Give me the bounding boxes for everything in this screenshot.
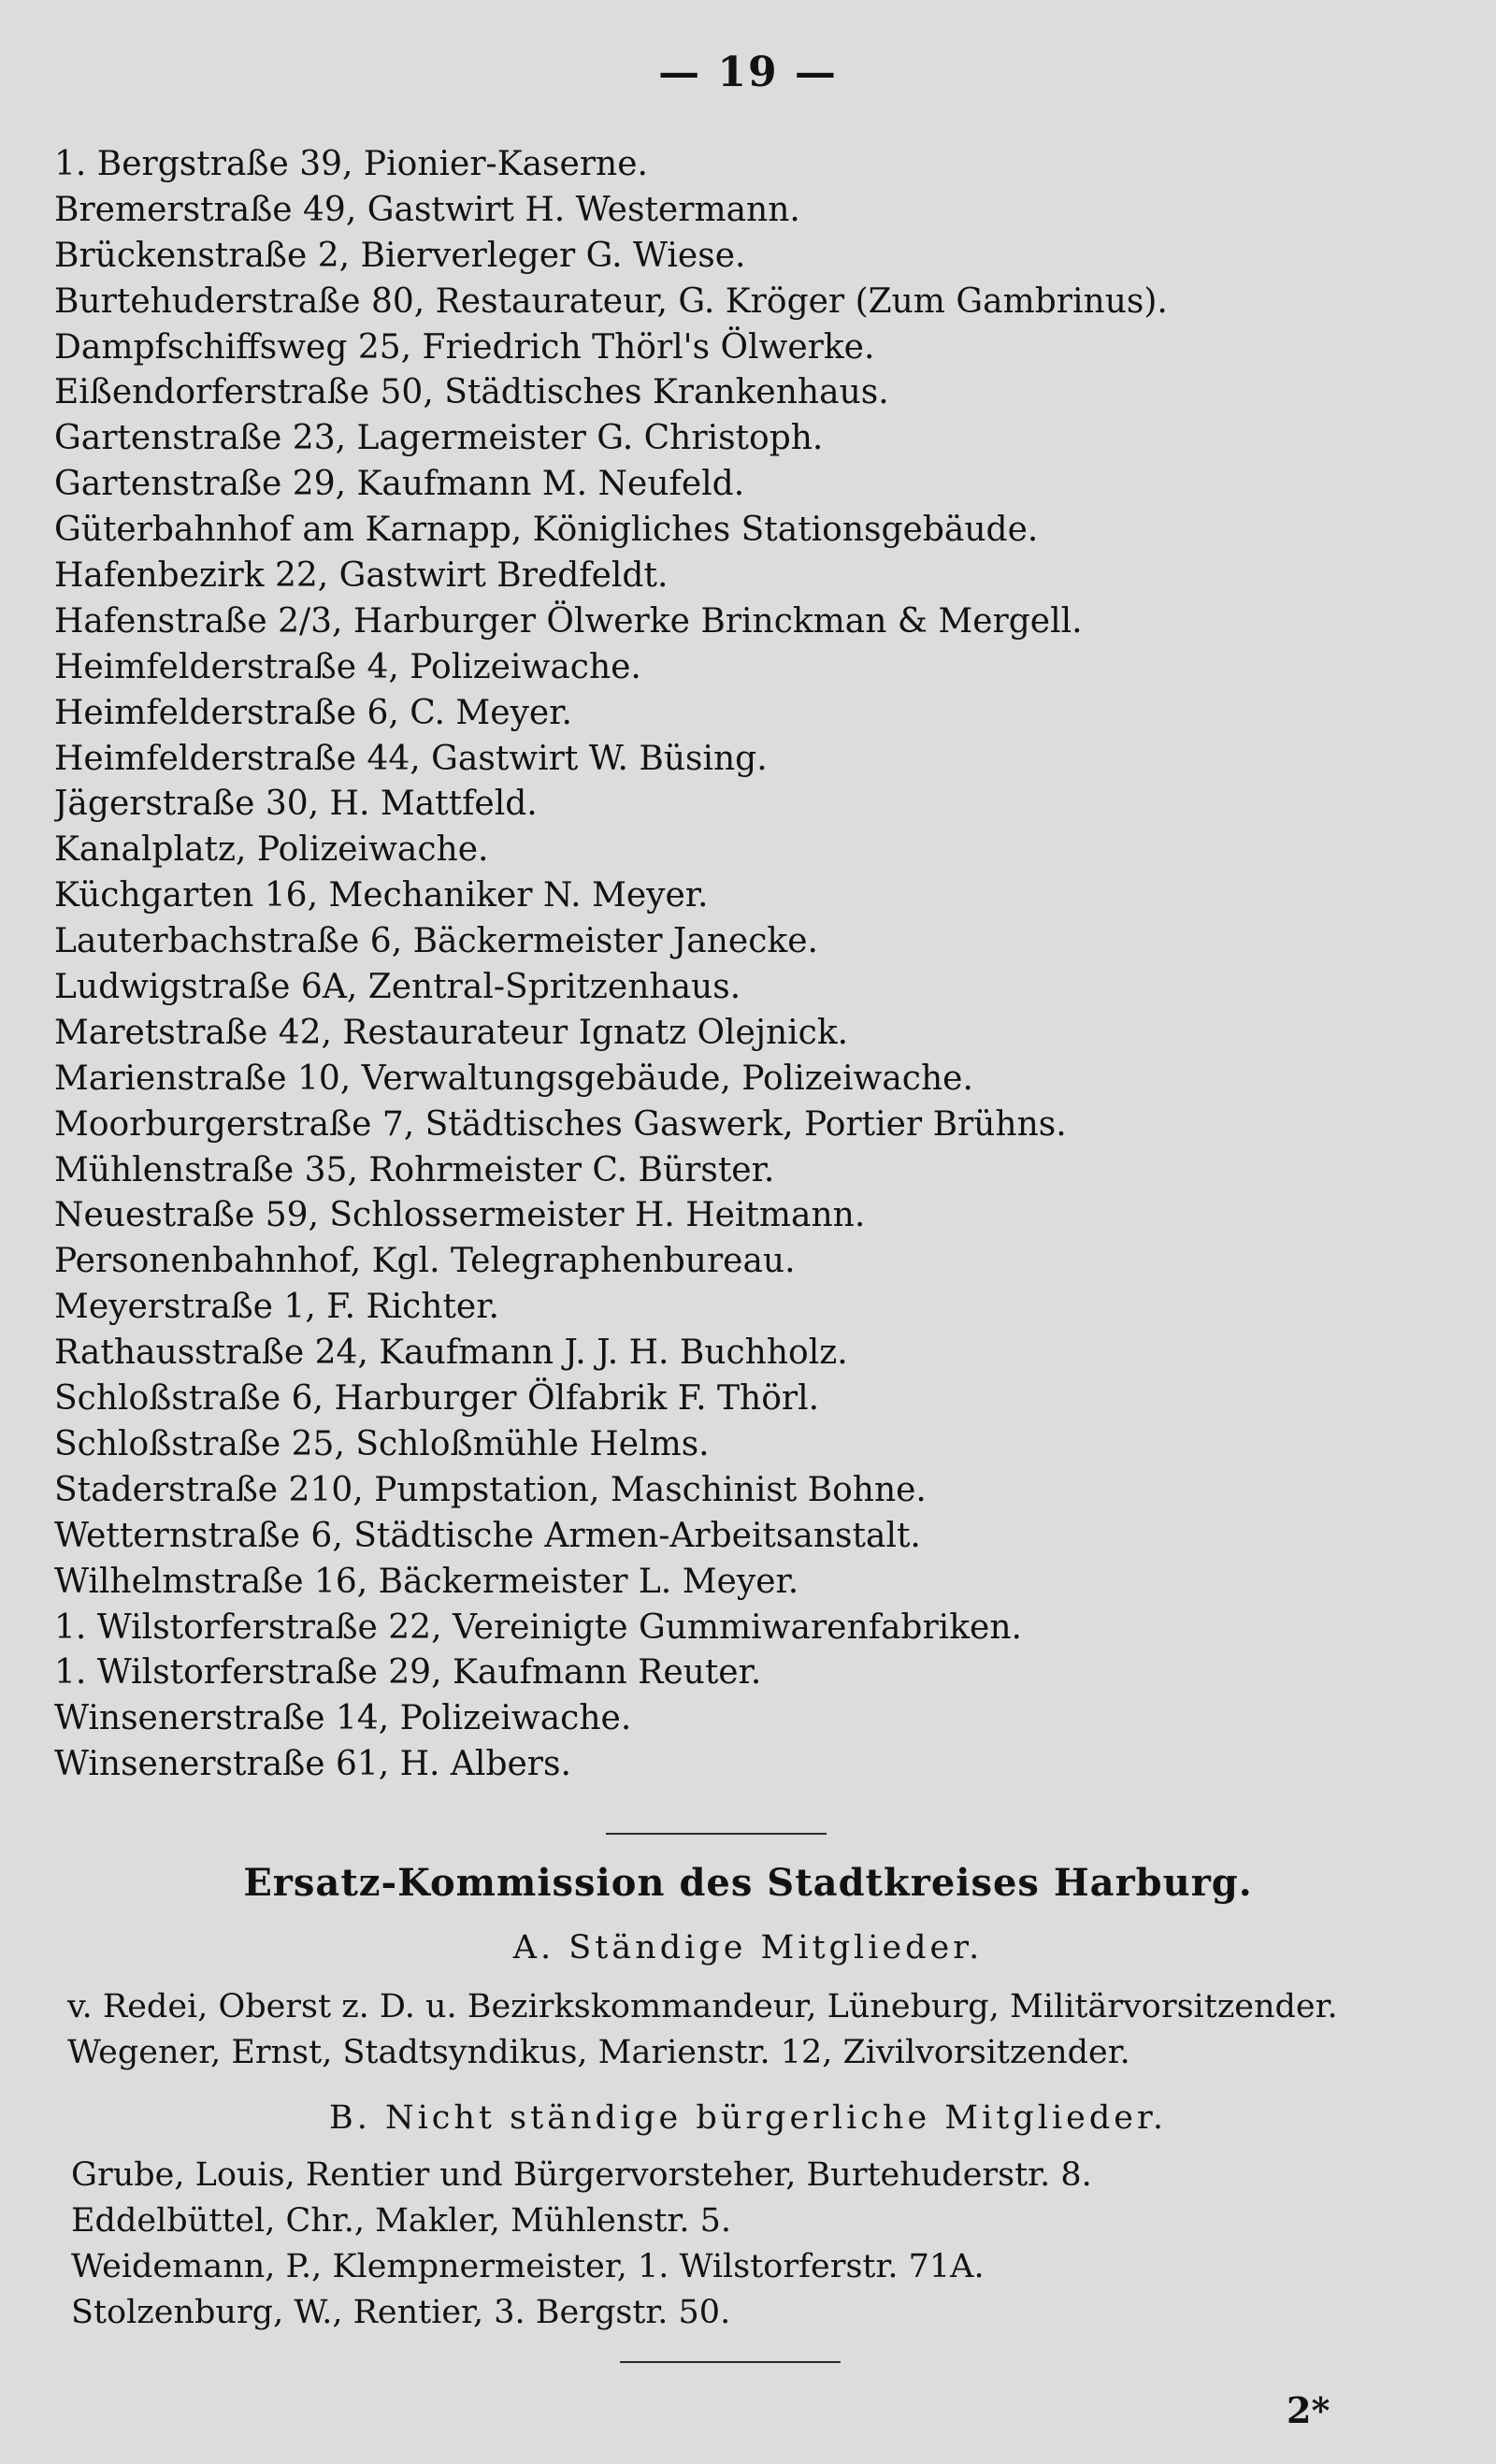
address-entry: Burtehuderstraße 80, Restaurateur, G. Kröger (Zum Gambrinus). xyxy=(54,281,1168,321)
address-entry: Dampfschiffsweg 25, Friedrich Thörl's Ölwerke. xyxy=(54,327,875,367)
address-entry: Schloßstraße 25, Schloßmühle Helms. xyxy=(54,1424,710,1463)
address-entry: Marienstraße 10, Verwaltungsgebäude, Polizeiwache. xyxy=(54,1059,973,1098)
address-entry: Güterbahnhof am Karnapp, Königliches Stationsgebäude. xyxy=(54,511,1039,550)
member-entry: Stolzenburg, W., Rentier, 3. Bergstr. 50. xyxy=(71,2294,731,2331)
section-b-heading: B. Nicht ständige bürgerliche Mitglieder. xyxy=(328,2099,1168,2137)
section-b-members xyxy=(71,2153,1092,2336)
address-entry: Brückenstraße 2, Bierverleger G. Wiese. xyxy=(54,236,746,275)
address-entry: Maretstraße 42, Restaurateur Ignatz Olejnick. xyxy=(54,1013,849,1052)
address-entry: Schloßstraße 6, Harburger Ölfabrik F. Thörl. xyxy=(54,1379,820,1419)
member-entry: Grube, Louis, Rentier und Bürgervorsteher, Burtehuderstr. 8. xyxy=(71,2156,1092,2194)
address-entry: Hafenbezirk 22, Gastwirt Bredfeldt. xyxy=(54,556,669,596)
signature-mark: 2* xyxy=(1287,2389,1331,2431)
address-entry: Lauterbachstraße 6, Bäckermeister Janecke. xyxy=(54,922,818,961)
address-entry: Kanalplatz, Polizeiwache. xyxy=(54,830,489,870)
section-a-heading: A. Ständige Mitglieder. xyxy=(512,1929,984,1967)
address-entry: Küchgarten 16, Mechaniker N. Meyer. xyxy=(54,876,709,915)
address-entry: Jägerstraße 30, H. Mattfeld. xyxy=(54,785,538,824)
address-entry: 1. Bergstraße 39, Pionier-Kaserne. xyxy=(54,145,648,183)
address-list xyxy=(54,142,1459,1788)
member-entry: Weidemann, P., Klempnermeister, 1. Wilstorferstr. 71A. xyxy=(71,2248,985,2285)
address-entry: Rathausstraße 24, Kaufmann J. J. H. Buchholz. xyxy=(54,1333,848,1373)
address-entry: Heimfelderstraße 4, Polizeiwache. xyxy=(54,647,641,686)
section-a-members xyxy=(67,1984,1338,2076)
address-entry: Eißendorferstraße 50, Städtisches Krankenhaus. xyxy=(54,373,889,412)
address-entry: Neuestraße 59, Schlossermeister H. Heitmann. xyxy=(54,1196,866,1235)
address-entry: Personenbahnhof, Kgl. Telegraphenbureau. xyxy=(54,1242,796,1281)
address-entry: Gartenstraße 29, Kaufmann M. Neufeld. xyxy=(54,465,745,504)
address-entry: Mühlenstraße 35, Rohrmeister C. Bürster. xyxy=(54,1150,775,1189)
address-entry: Wilhelmstraße 16, Bäckermeister L. Meyer. xyxy=(54,1562,799,1601)
address-entry: Staderstraße 210, Pumpstation, Maschinist Bohne. xyxy=(54,1470,927,1509)
address-entry: Winsenerstraße 61, H. Albers. xyxy=(54,1745,571,1784)
address-entry: Bremerstraße 49, Gastwirt H. Westermann. xyxy=(54,190,800,229)
address-entry: 1. Wilstorferstraße 22, Vereinigte Gummiwarenfabriken. xyxy=(54,1607,1022,1647)
address-entry: Wetternstraße 6, Städtische Armen-Arbeitsanstalt. xyxy=(54,1516,921,1555)
member-entry: Wegener, Ernst, Stadtsyndikus, Marienstr. 12, Zivilvorsitzender. xyxy=(67,2034,1130,2071)
address-entry: Heimfelderstraße 6, C. Meyer. xyxy=(54,693,572,732)
section-divider xyxy=(606,1833,827,1835)
address-entry: Gartenstraße 23, Lagermeister G. Christoph. xyxy=(54,419,824,458)
address-entry: Ludwigstraße 6A, Zentral-Spritzenhaus. xyxy=(54,968,741,1007)
commission-title: Ersatz-Kommission des Stadtkreises Harburg. xyxy=(243,1861,1253,1905)
page-number: — 19 — xyxy=(658,49,838,96)
address-entry: Moorburgerstraße 7, Städtisches Gaswerk, Portier Brühns. xyxy=(54,1104,1067,1144)
address-entry: Winsenerstraße 14, Polizeiwache. xyxy=(54,1699,632,1738)
member-entry: Eddelbüttel, Chr., Makler, Mühlenstr. 5. xyxy=(71,2202,731,2240)
address-entry: Meyerstraße 1, F. Richter. xyxy=(54,1288,499,1327)
member-entry: v. Redei, Oberst z. D. u. Bezirkskommandeur, Lüneburg, Militärvorsitzender. xyxy=(67,1988,1338,2025)
closing-divider xyxy=(620,2361,841,2363)
address-entry: 1. Wilstorferstraße 29, Kaufmann Reuter. xyxy=(54,1653,762,1693)
address-entry: Heimfelderstraße 44, Gastwirt W. Büsing. xyxy=(54,739,768,778)
address-entry: Hafenstraße 2/3, Harburger Ölwerke Brinckman & Mergell. xyxy=(54,601,1083,641)
